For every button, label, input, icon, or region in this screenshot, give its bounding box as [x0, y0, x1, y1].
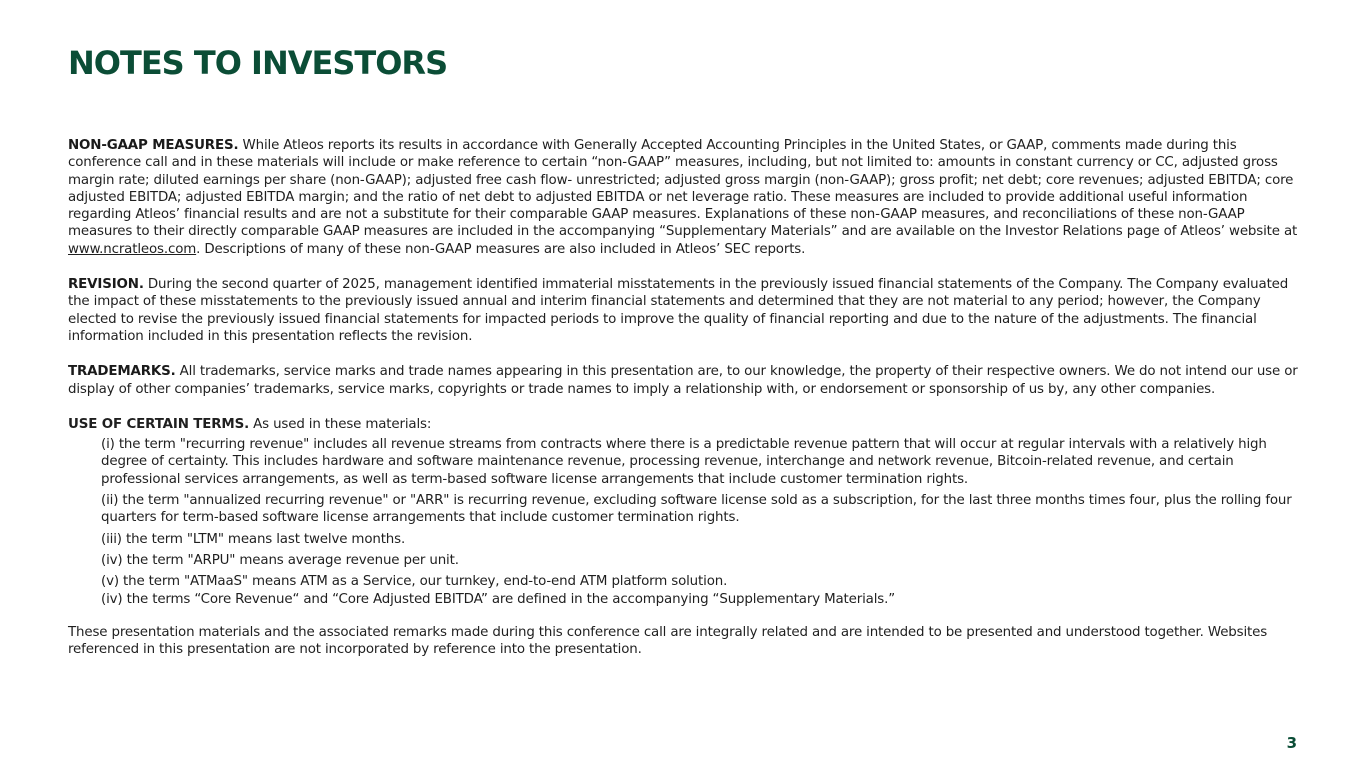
- term-item-arr: (ii) the term "annualized recurring revenue" or "ARR" is recurring revenue, excluding software license sold as a subscription, for the last three months times four, plus the rolling four quarters for term-based software license arrangements that include customer termination rights.: [101, 493, 1292, 526]
- revision-paragraph: [68, 276, 1300, 345]
- terms-list: [68, 436, 1300, 608]
- terms-heading: USE OF CERTAIN TERMS.: [68, 416, 250, 432]
- non-gaap-text: While Atleos reports its results in accordance with Generally Accepted Accounting Principles in the United States, or GAAP, comments made during this conference call and in these materials will include or make reference to certain “non-GAAP” measures, including, but not limited to: amounts in constant currency or CC, adjusted gross margin rate; diluted earnings per share (non-GAAP); adjusted free cash flow- unrestricted; adjusted gross margin (non-GAAP); gross profit; net debt; core revenues; adjusted EBITDA; core adjusted EBITDA; adjusted EBITDA margin; and the ratio of net debt to adjusted EBITDA or net leverage ratio. These measures are included to provide additional useful information regarding Atleos’ financial results and are not a substitute for their comparable GAAP measures. Explanations of these non-GAAP measures, and reconciliations of these non-GAAP measures to their directly comparable GAAP measures are included in the accompanying “Supplementary Materials” and are available on the Investor Relations page of Atleos’ website at: [68, 138, 1298, 240]
- closing-paragraph: These presentation materials and the associated remarks made during this conference call are integrally related and are intended to be presented and understood together. Websites referenced in this presentation are not incorporated by reference into the presentation.: [68, 624, 1268, 658]
- trademarks-text: All trademarks, service marks and trade names appearing in this presentation are, to our knowledge, the property of their respective owners. We do not intend our use or display of other companies’ trademarks, service marks, copyrights or trade names to imply a relationship with, or endorsement or sponsorship of us by, any other companies.: [68, 364, 1298, 397]
- website-link[interactable]: www.ncratleos.com: [68, 241, 197, 257]
- page-number: 3: [1286, 734, 1297, 752]
- terms-intro: As used in these materials:: [249, 416, 432, 432]
- revision-heading: REVISION.: [68, 277, 144, 293]
- non-gaap-text-end: . Descriptions of many of these non-GAAP measures are also included in Atleos’ SEC reports.: [196, 241, 806, 257]
- trademarks-heading: TRADEMARKS.: [68, 364, 176, 380]
- revision-text: During the second quarter of 2025, management identified immaterial misstatements in the previously issued financial statements of the Company. The Company evaluated the impact of these misstatements to the previously issued annual and interim financial statements and determined that they are not material to any period; however, the Company elected to revise the previously issued financial statements for impacted periods to improve the quality of financial reporting and due to the nature of the adjustments. The financial information included in this presentation reflects the revision.: [68, 277, 1289, 344]
- page-title: NOTES TO INVESTORS: [68, 44, 448, 82]
- term-item-arpu: (iv) the term "ARPU" means average revenue per unit.: [101, 552, 459, 568]
- terms-paragraph: [68, 416, 1300, 433]
- term-item-ltm: (iii) the term "LTM" means last twelve months.: [101, 531, 406, 547]
- term-item-atmaas: (v) the term "ATMaaS" means ATM as a Service, our turnkey, end-to-end ATM platform solution.: [101, 574, 728, 590]
- trademarks-paragraph: [68, 363, 1300, 398]
- non-gaap-heading: NON-GAAP MEASURES.: [68, 138, 239, 153]
- term-item-core-revenue: (iv) the terms “Core Revenue“ and “Core Adjusted EBITDA” are defined in the accompanying “Supplementary Materials.”: [101, 591, 896, 607]
- non-gaap-paragraph: [68, 137, 1300, 258]
- notes-body: [68, 137, 1300, 658]
- term-item-recurring-revenue: (i) the term "recurring revenue" includes all revenue streams from contracts where there is a predictable revenue pattern that will occur at regular intervals with a relatively high degree of certainty. This includes hardware and software maintenance revenue, processing revenue, interchange and network revenue, Bitcoin-related revenue, and certain professional services arrangements, as well as term-based software license arrangements that include customer termination rights.: [101, 437, 1267, 487]
